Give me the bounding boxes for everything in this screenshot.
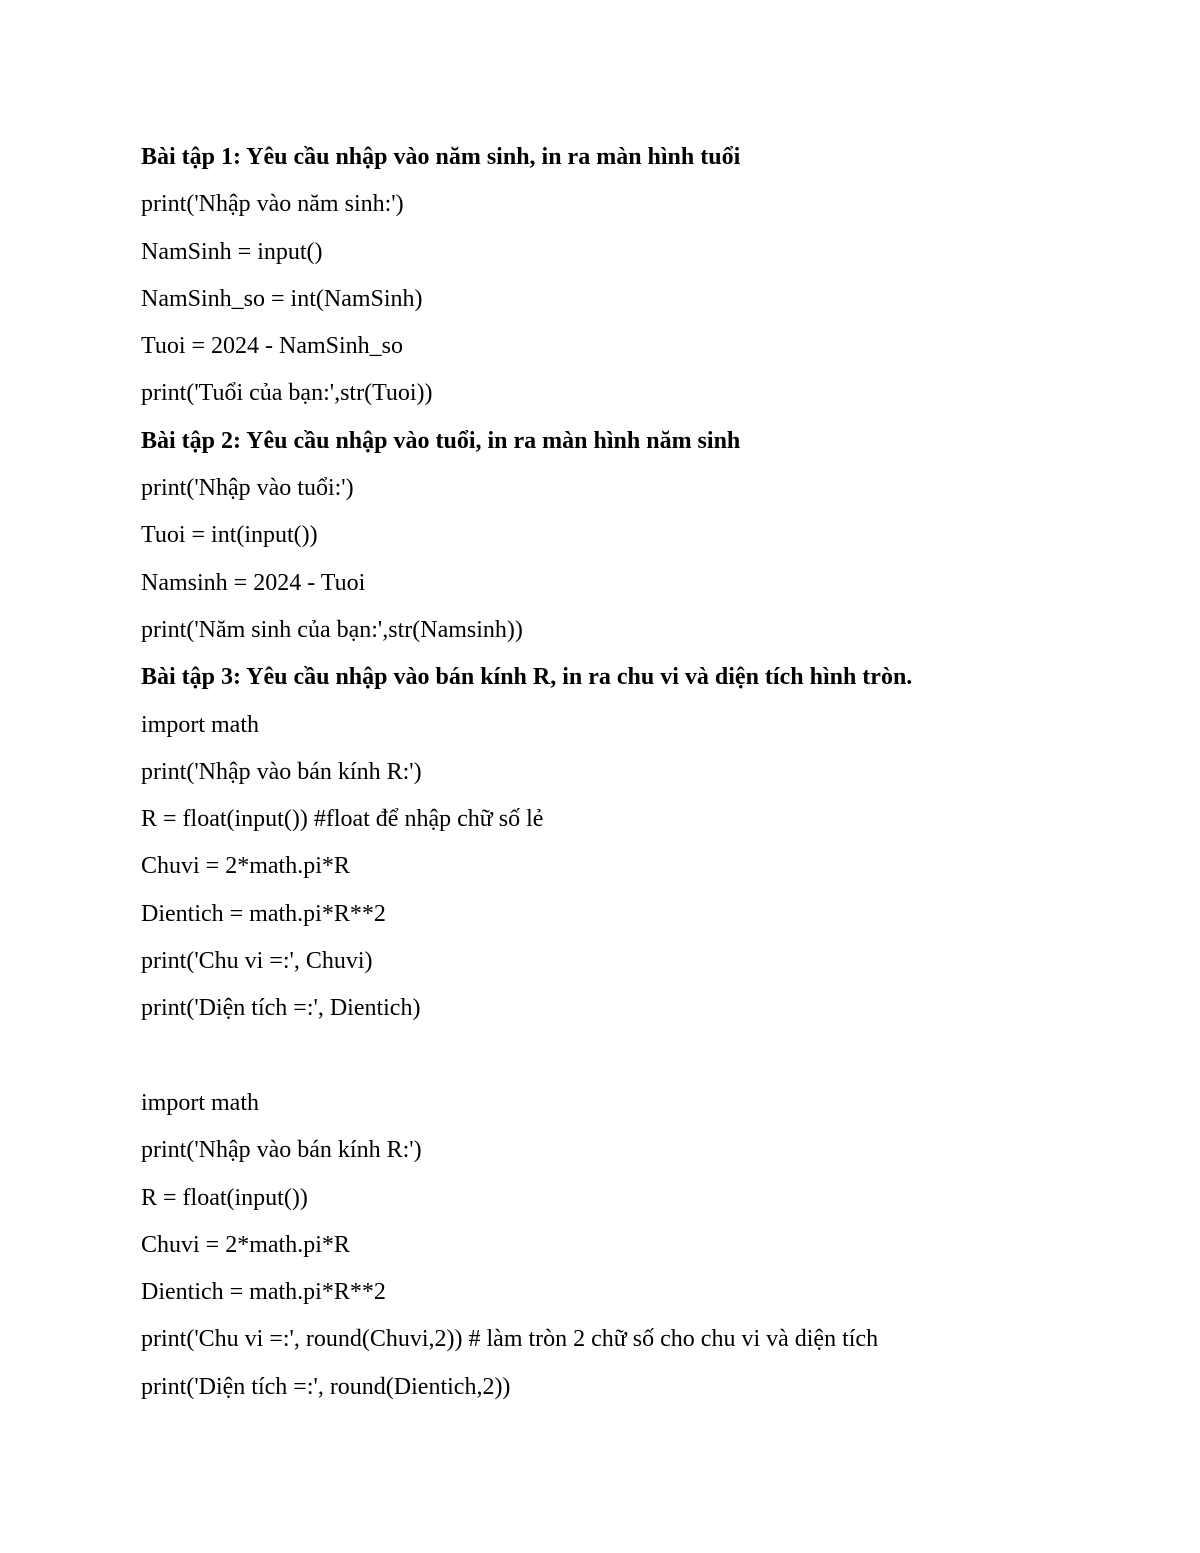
blank-line (141, 1033, 1141, 1080)
code-line: Tuoi = 2024 - NamSinh_so (141, 333, 404, 360)
code-line: print('Tuổi của bạn:',str(Tuoi)) (141, 380, 433, 407)
exercise-heading: Bài tập 2: Yêu cầu nhập vào tuổi, in ra màn hình năm sinh (141, 427, 741, 454)
code-line: print('Nhập vào bán kính R:') (141, 758, 422, 785)
code-line: print('Nhập vào năm sinh:') (141, 191, 404, 218)
exercise-heading: Bài tập 1: Yêu cầu nhập vào năm sinh, in ra màn hình tuổi (141, 144, 741, 170)
code-line: print('Nhập vào tuổi:') (141, 475, 354, 502)
code-line: print('Năm sinh của bạn:',str(Namsinh)) (141, 616, 523, 643)
code-line: Namsinh = 2024 - Tuoi (141, 569, 366, 596)
code-line: Tuoi = int(input()) (141, 522, 318, 549)
code-line: import math (141, 711, 259, 738)
code-line: R = float(input()) (141, 1184, 308, 1211)
code-line: Dientich = math.pi*R**2 (141, 1279, 386, 1306)
exercise-heading: Bài tập 3: Yêu cầu nhập vào bán kính R, in ra chu vi và diện tích hình tròn. (141, 664, 913, 691)
code-line: Chuvi = 2*math.pi*R (141, 1231, 350, 1258)
code-line: print('Chu vi =:', Chuvi) (141, 948, 373, 975)
code-line: print('Nhập vào bán kính R:') (141, 1137, 422, 1164)
document-body (141, 134, 1141, 1411)
code-line: print('Chu vi =:', round(Chuvi,2)) # làm tròn 2 chữ số cho chu vi và diện tích (141, 1326, 879, 1353)
code-line: print('Diện tích =:', Dientich) (141, 995, 421, 1022)
code-line: Chuvi = 2*math.pi*R (141, 853, 350, 880)
code-line: NamSinh = input() (141, 238, 323, 265)
code-line: R = float(input()) #float để nhập chữ số lẻ (141, 806, 544, 833)
code-line: Dientich = math.pi*R**2 (141, 900, 386, 927)
code-line: NamSinh_so = int(NamSinh) (141, 285, 423, 312)
code-line: print('Diện tích =:', round(Dientich,2)) (141, 1373, 511, 1400)
code-line: import math (141, 1089, 259, 1116)
